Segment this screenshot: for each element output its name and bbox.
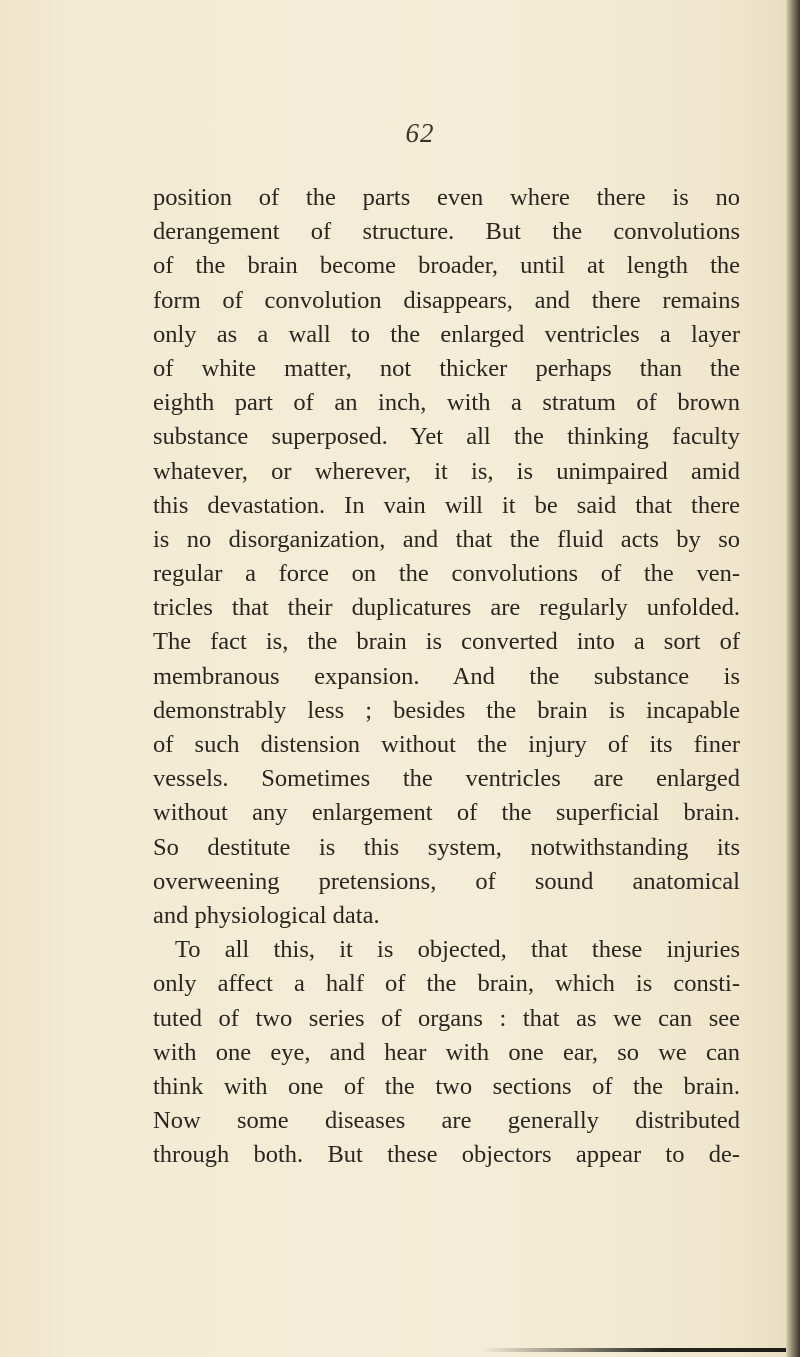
text-line: overweening pretensions, of sound anatomical bbox=[153, 867, 740, 895]
text-line: demonstrably less ; besides the brain is incapable bbox=[153, 696, 740, 724]
text-line: think with one of the two sections of the brain. bbox=[153, 1072, 740, 1100]
text-line: membranous expansion. And the substance is bbox=[153, 662, 740, 690]
text-line: form of convolution disappears, and there remains bbox=[153, 286, 740, 314]
text-line: without any enlargement of the superficial brain. bbox=[153, 799, 740, 827]
text-line-indented: To all this, it is objected, that these injuries bbox=[175, 936, 740, 964]
text-line: of white matter, not thicker perhaps than the bbox=[153, 354, 740, 382]
text-line: of the brain become broader, until at length the bbox=[153, 252, 740, 280]
text-line: Now some diseases are generally distributed bbox=[153, 1107, 740, 1135]
text-line: with one eye, and hear with one ear, so we can bbox=[153, 1038, 740, 1066]
text-line: only as a wall to the enlarged ventricles a layer bbox=[153, 320, 740, 348]
text-line: The fact is, the brain is converted into a sort of bbox=[153, 628, 740, 656]
text-line: tuted of two series of organs : that as we can see bbox=[153, 1004, 740, 1032]
text-line: derangement of structure. But the convolutions bbox=[153, 218, 740, 246]
text-line: regular a force on the convolutions of the ven- bbox=[153, 560, 740, 588]
text-line: of such distension without the injury of its finer bbox=[153, 731, 740, 758]
text-line: substance superposed. Yet all the thinking faculty bbox=[153, 423, 740, 451]
text-line: and physiological data. bbox=[153, 901, 380, 929]
text-line: whatever, or wherever, it is, is unimpaired amid bbox=[153, 457, 740, 485]
page-edge-rule bbox=[480, 1348, 786, 1352]
text-line: through both. But these objectors appear to de- bbox=[153, 1141, 740, 1169]
body-text bbox=[153, 181, 740, 1172]
text-line: this devastation. In vain will it be said that there bbox=[153, 491, 740, 519]
book-spine-shadow bbox=[786, 0, 800, 1357]
text-line: So destitute is this system, notwithstanding its bbox=[153, 833, 740, 861]
text-line: is no disorganization, and that the fluid acts by so bbox=[153, 525, 740, 553]
text-line: vessels. Sometimes the ventricles are enlarged bbox=[153, 765, 740, 793]
text-line: position of the parts even where there is no bbox=[153, 184, 740, 211]
page-number: 62 bbox=[405, 118, 435, 148]
text-line: eighth part of an inch, with a stratum of brown bbox=[153, 389, 740, 417]
text-line: only affect a half of the brain, which is consti- bbox=[153, 970, 740, 998]
text-line: tricles that their duplicatures are regularly unfolded. bbox=[153, 594, 740, 622]
